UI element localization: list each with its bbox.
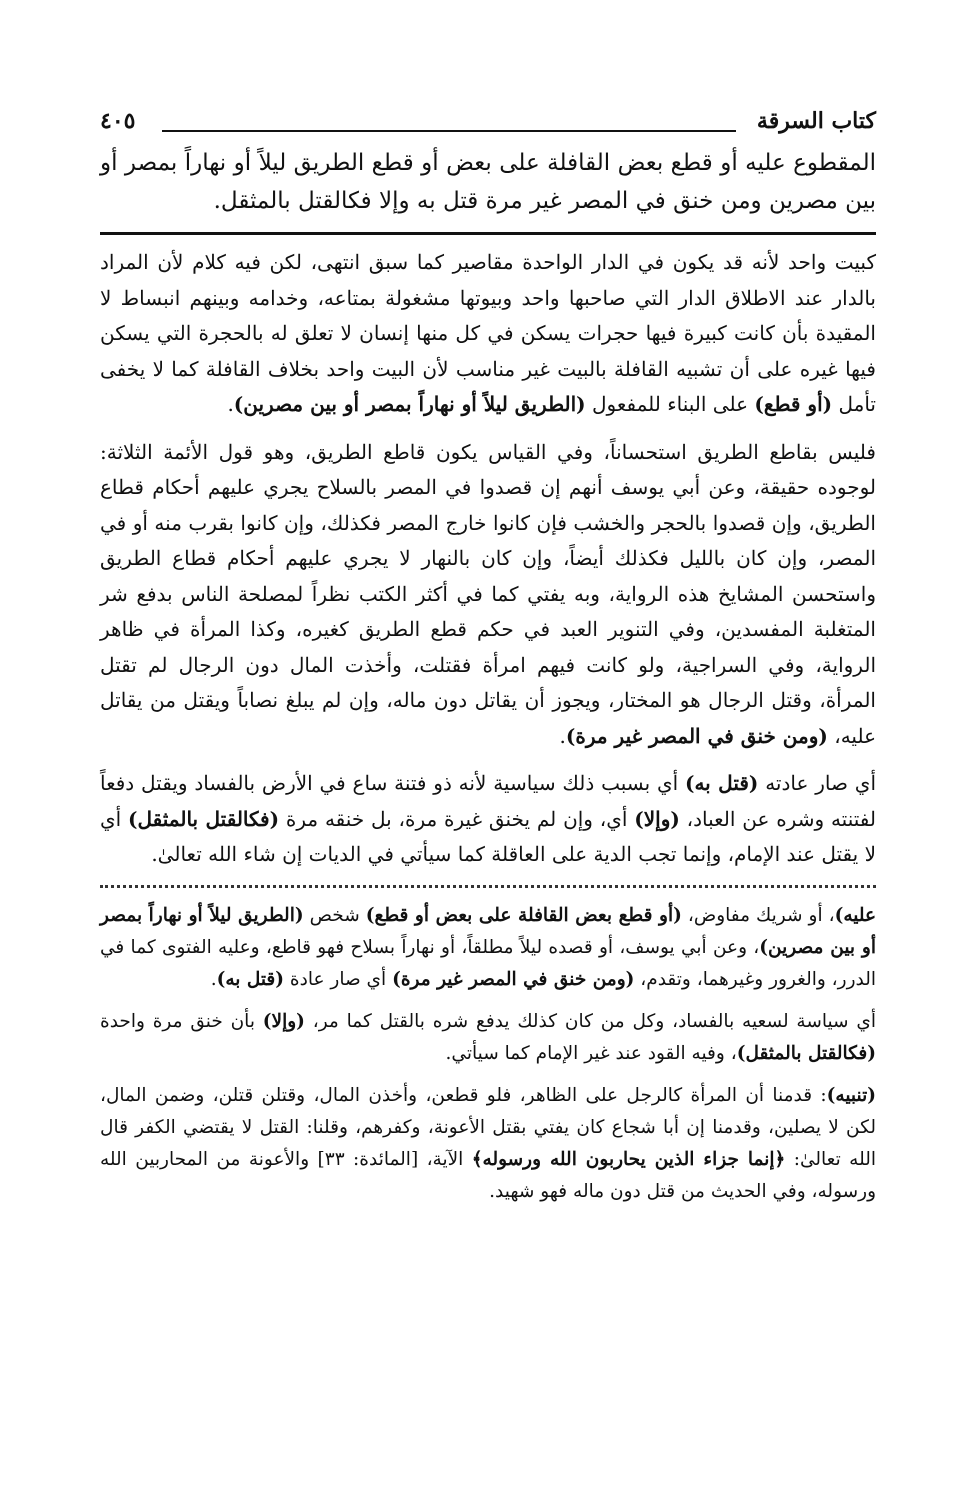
text-run: أي، وإن لم يخنق غيرة مرة، بل خنقه مرة — [279, 806, 635, 831]
text-run: : قدمنا أن المرأة كالرجل على الظاهر، فلو قطعن، وأخذن المال، وقتلن قتلن، وضمن المال، لكن لا يصلين، وقدمنا إن أبا شجاع كان يفتي بقتل الأعونة، وكفرهم، وقلنا: القتل لا يقتضي الكفر قال الله تعالىٰ: — [100, 1084, 876, 1170]
commentary-paragraph-3 — [100, 766, 876, 873]
matn-text: المقطوع عليه أو قطع بعض القافلة على بعض أو قطع الطريق ليلاً أو نهاراً بمصر أو بين مصرين ومن خنق في المصر غير مرة قتل به وإلا فكالقتل بالمثقل. — [100, 150, 876, 214]
text-run: أي صار عادته — [758, 771, 876, 795]
commentary-divider — [100, 885, 876, 888]
commentary-paragraph-2 — [100, 435, 876, 755]
page-header — [100, 108, 876, 144]
quoted-matn: (وإلا) — [634, 806, 680, 831]
quoted-matn: عليه) — [834, 904, 876, 926]
secondary-paragraph-1 — [100, 900, 876, 996]
text-run: أي لا يقتل عند الإمام، وإنما تجب الدية على العاقلة كما سيأتي في الديات إن شاء الله تعالىٰ. — [100, 806, 876, 866]
text-run: ، وفيه القود عند غير الإمام كما سيأتي. — [445, 1042, 737, 1064]
text-run: ، أو شريك مفاوض، — [681, 904, 835, 926]
page-number: ٤٠٥ — [100, 108, 136, 134]
secondary-paragraph-2 — [100, 1006, 876, 1070]
text-run: أي سياسة لسعيه بالفساد، وكل من كان كذلك يدفع شره بالقتل كما مر، — [304, 1010, 876, 1032]
header-rule — [162, 130, 736, 132]
text-run: الآية، [المائدة: ٣٣] والأعونة من المحاربين الله ورسوله، وفي الحديث من قتل دون ماله فهو شهيد. — [100, 1148, 876, 1202]
quoted-matn: (الطريق ليلاً أو نهاراً بمصر أو بين مصرين) — [233, 392, 586, 416]
quoted-matn: (الطريق ليلاً أو نهاراً بمصر أو بين مصرين) — [100, 904, 876, 958]
quoted-matn: (ومن خنق في المصر غير مرة) — [392, 968, 635, 990]
secondary-paragraph-3 — [100, 1080, 876, 1208]
text-run: كبيت واحد لأنه قد يكون في الدار الواحدة مقاصير كما سبق انتهى، لكن فيه كلام لأن المراد بالدار عند الاطلاق الدار التي صاحبها واحد وبيوتها مشغولة بمتاعه، وخدامه وبينهم انبساط لا المقيدة بأن كانت كبيرة فيها حجرات يسكن في كل منها إنسان لا تعلق له بالحجرة التي يسكن فيها غيره على أن تشبيه القافلة بالبيت غير مناسب لأن البيت واحد بخلاف القافلة كما لا يخفى تأمل — [100, 250, 876, 416]
running-title: كتاب السرقة — [756, 108, 876, 134]
text-run: . — [227, 392, 234, 416]
quoted-matn: (أو قطع) — [754, 392, 833, 416]
matn-divider — [100, 232, 876, 235]
quoted-matn: (فكالقتل بالمثقل) — [128, 806, 280, 831]
note-label: (تنبيه) — [826, 1084, 876, 1106]
quoted-matn: (ومن خنق في المصر غير مرة) — [565, 723, 828, 748]
quoted-matn: (فكالقتل بالمثقل) — [736, 1042, 876, 1064]
text-run: . — [559, 723, 566, 748]
text-run: فليس بقاطع الطريق استحساناً، وفي القياس يكون قاطع الطريق، وهو قول الأئمة الثلاثة: لوجوده حقيقة، وعن أبي يوسف أنهم إن قصدوا في المصر بالسلاح يجري عليهم أحكام قطاع الطريق، وإن قصدوا بالحجر والخشب فإن كانوا خارج المصر فكذلك، وإن كانوا بقرب منه أو في المصر، وإن كان بالليل فكذلك أيضاً، وإن كان بالنهار لا يجري عليهم أحكام قطاع الطريق واستحسن المشايخ هذه الرواية، وبه يفتي كما في أكثر الكتب نظراً لمصلحة الناس بدفع شر المتغلبة المفسدين، وفي التنوير العبد في حكم قطع الطريق كغيره، وكذا المرأة في ظاهر الرواية، وفي السراجية، ولو كانت فيهم امرأة فقتلت، وأخذت المال دون الرجال لم تقتل المرأة، وقتل الرجال هو المختار، ويجوز أن يقاتل دون ماله، وإن لم يبلغ نصاباً ويقتل من يقاتل عليه، — [100, 439, 876, 748]
quoted-matn: (أو قطع بعض القافلة على بعض أو قطع) — [365, 904, 682, 926]
text-run: بأن خنق مرة واحدة — [100, 1010, 263, 1032]
text-run: . — [210, 968, 217, 990]
text-run: ، وعن أبي يوسف، أو قصده ليلاً مطلقاً، أو نهاراً بسلاح فهو قاطع، وعليه الفتوى كما في الدرر، والغرور وغيرهما، وتقدم، — [100, 936, 876, 990]
quoted-matn: (وإلا) — [262, 1010, 305, 1032]
secondary-commentary — [100, 900, 876, 1208]
quran-quote: ﴿إنما جزاء الذين يحاربون الله ورسوله﴾ — [471, 1148, 786, 1170]
text-run: أي صار عادة — [284, 968, 393, 990]
text-run: أي بسبب ذلك سياسية لأنه ذو فتنة ساع في الأرض بالفساد ويقتل دفعاً لفتنته وشره عن العباد، — [100, 771, 876, 831]
text-run: شخص — [303, 904, 366, 926]
text-run: على البناء للمفعول — [585, 392, 755, 416]
book-page — [100, 108, 876, 1218]
commentary-paragraph-1 — [100, 245, 876, 423]
quoted-matn: (قتل به) — [216, 968, 285, 990]
quoted-matn: (قتل به) — [685, 771, 759, 795]
commentary-section — [100, 245, 876, 873]
